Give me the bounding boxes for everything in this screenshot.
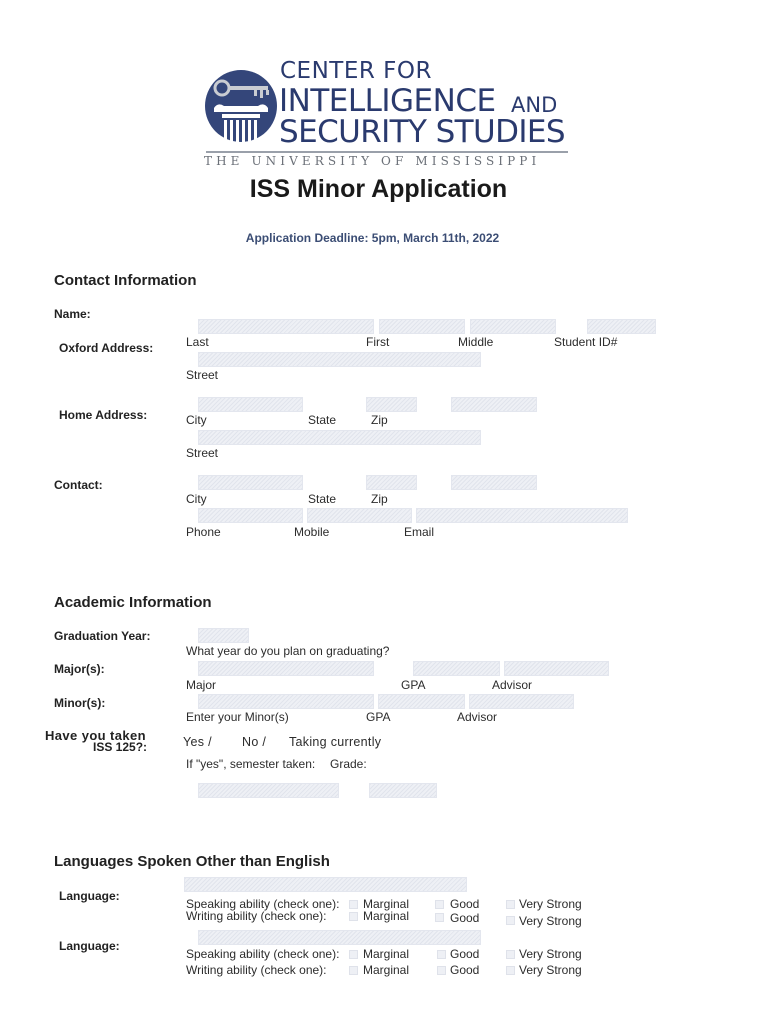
graduation-year-field[interactable]: [198, 628, 249, 643]
language-1-speaking-good: Good: [450, 897, 480, 911]
page-title: ISS Minor Application: [249, 175, 508, 203]
minor-advisor-caption: Advisor: [457, 710, 498, 724]
middle-name-field[interactable]: [470, 319, 556, 334]
name-label: Name:: [54, 307, 91, 321]
grade-hint: Grade:: [330, 757, 367, 771]
language-1-writing-good-checkbox[interactable]: [435, 913, 444, 922]
language-1-writing-good: Good: [450, 911, 480, 925]
oxford-city-caption: City: [186, 413, 207, 427]
language-2-writing-good-checkbox[interactable]: [437, 966, 446, 975]
email-caption: Email: [404, 525, 435, 539]
language-2-writing-good: Good: [450, 963, 480, 977]
language-2-writing-marginal-checkbox[interactable]: [349, 966, 358, 975]
oxford-street-caption: Street: [186, 368, 219, 382]
iss125-label-line1: Have you taken: [45, 728, 146, 743]
major-gpa-field[interactable]: [413, 661, 500, 676]
majors-label: Major(s):: [54, 662, 105, 676]
minors-label: Minor(s):: [54, 696, 106, 710]
language-1-speaking-very-strong: Very Strong: [519, 897, 582, 911]
language-2-speaking-good-checkbox[interactable]: [437, 950, 446, 959]
language-1-writing-marginal-checkbox[interactable]: [349, 912, 358, 921]
language-2-speaking-strong-checkbox[interactable]: [506, 950, 515, 959]
language-2-speaking-label: Speaking ability (check one):: [186, 947, 340, 961]
language-1-speaking-marginal: Marginal: [363, 897, 410, 911]
major-caption: Major: [186, 678, 217, 692]
major-advisor-field[interactable]: [504, 661, 609, 676]
language-1-field[interactable]: [184, 877, 467, 892]
language-1-speaking-label: Speaking ability (check one):: [186, 897, 340, 911]
student-id-caption: Student ID#: [554, 335, 618, 349]
language-2-speaking-marginal-checkbox[interactable]: [349, 950, 358, 959]
iss125-no-option[interactable]: No /: [242, 735, 267, 749]
home-address-label: Home Address:: [59, 408, 148, 422]
contact-label: Contact:: [54, 478, 103, 492]
first-caption: First: [366, 335, 390, 349]
logo-line-2-and: AND: [511, 93, 558, 117]
home-city-caption: City: [186, 492, 207, 506]
home-city-field[interactable]: [198, 475, 303, 490]
language-1-speaking-strong-checkbox[interactable]: [506, 900, 515, 909]
home-street-field[interactable]: [198, 430, 481, 445]
oxford-state-caption: State: [308, 413, 337, 427]
oxford-street-field[interactable]: [198, 352, 481, 367]
major-field[interactable]: [198, 661, 374, 676]
major-gpa-caption: GPA: [401, 678, 426, 692]
logo-divider: [206, 151, 568, 153]
language-2-writing-very-strong: Very Strong: [519, 963, 582, 977]
oxford-zip-caption: Zip: [371, 413, 388, 427]
language-2-writing-marginal: Marginal: [363, 963, 410, 977]
language-1-speaking-marginal-checkbox[interactable]: [349, 900, 358, 909]
oxford-address-label: Oxford Address:: [59, 341, 154, 355]
mobile-field[interactable]: [307, 508, 412, 523]
middle-caption: Middle: [458, 335, 494, 349]
language-1-writing-marginal: Marginal: [363, 909, 410, 923]
home-state-caption: State: [308, 492, 337, 506]
language-2-writing-label: Writing ability (check one):: [186, 963, 327, 977]
phone-caption: Phone: [186, 525, 221, 539]
home-street-caption: Street: [186, 446, 219, 460]
language-1-writing-label: Writing ability (check one):: [186, 909, 327, 923]
contact-heading: Contact Information: [54, 272, 197, 289]
home-state-field[interactable]: [366, 475, 417, 490]
iss125-yes-option[interactable]: Yes /: [183, 735, 212, 749]
academic-heading: Academic Information: [54, 594, 212, 611]
phone-field[interactable]: [198, 508, 303, 523]
iss125-taking-option[interactable]: Taking currently: [289, 735, 382, 749]
minor-gpa-field[interactable]: [378, 694, 465, 709]
first-name-field[interactable]: [379, 319, 465, 334]
student-id-field[interactable]: [587, 319, 656, 334]
oxford-state-field[interactable]: [366, 397, 417, 412]
oxford-city-field[interactable]: [198, 397, 303, 412]
major-advisor-caption: Advisor: [492, 678, 533, 692]
logo: [200, 56, 580, 171]
logo-line-2: INTELLIGENCE: [279, 83, 496, 119]
language-2-field[interactable]: [198, 930, 481, 945]
language-1-speaking-good-checkbox[interactable]: [435, 900, 444, 909]
semester-taken-field[interactable]: [198, 783, 339, 798]
language-1-writing-very-strong: Very Strong: [519, 914, 582, 928]
semester-hint: If "yes", semester taken:: [186, 757, 316, 771]
languages-heading: Languages Spoken Other than English: [54, 853, 330, 870]
iss125-label-line2: ISS 125?:: [93, 740, 148, 754]
minor-gpa-caption: GPA: [366, 710, 391, 724]
logo-university: THE UNIVERSITY OF MISSISSIPPI: [204, 154, 541, 168]
language-2-speaking-marginal: Marginal: [363, 947, 410, 961]
grade-field[interactable]: [369, 783, 437, 798]
last-name-field[interactable]: [198, 319, 374, 334]
key-column-emblem-icon: [202, 58, 282, 158]
language-1-writing-strong-checkbox[interactable]: [506, 916, 515, 925]
minor-hint: Enter your Minor(s): [186, 710, 289, 724]
language-2-writing-strong-checkbox[interactable]: [506, 966, 515, 975]
oxford-zip-field[interactable]: [451, 397, 537, 412]
minor-field[interactable]: [198, 694, 374, 709]
language-1-label: Language:: [59, 889, 120, 903]
logo-line-3: SECURITY STUDIES: [279, 114, 565, 150]
graduation-year-label: Graduation Year:: [54, 629, 151, 643]
mobile-caption: Mobile: [294, 525, 330, 539]
language-2-speaking-good: Good: [450, 947, 480, 961]
minor-advisor-field[interactable]: [469, 694, 574, 709]
graduation-hint: What year do you plan on graduating?: [186, 644, 390, 658]
deadline-text: Application Deadline: 5pm, March 11th, 2022: [245, 231, 500, 245]
home-zip-caption: Zip: [371, 492, 388, 506]
language-2-label: Language:: [59, 939, 120, 953]
last-caption: Last: [186, 335, 209, 349]
home-zip-field[interactable]: [451, 475, 537, 490]
logo-line-1: CENTER FOR: [280, 58, 432, 84]
language-2-speaking-very-strong: Very Strong: [519, 947, 582, 961]
email-field[interactable]: [416, 508, 628, 523]
